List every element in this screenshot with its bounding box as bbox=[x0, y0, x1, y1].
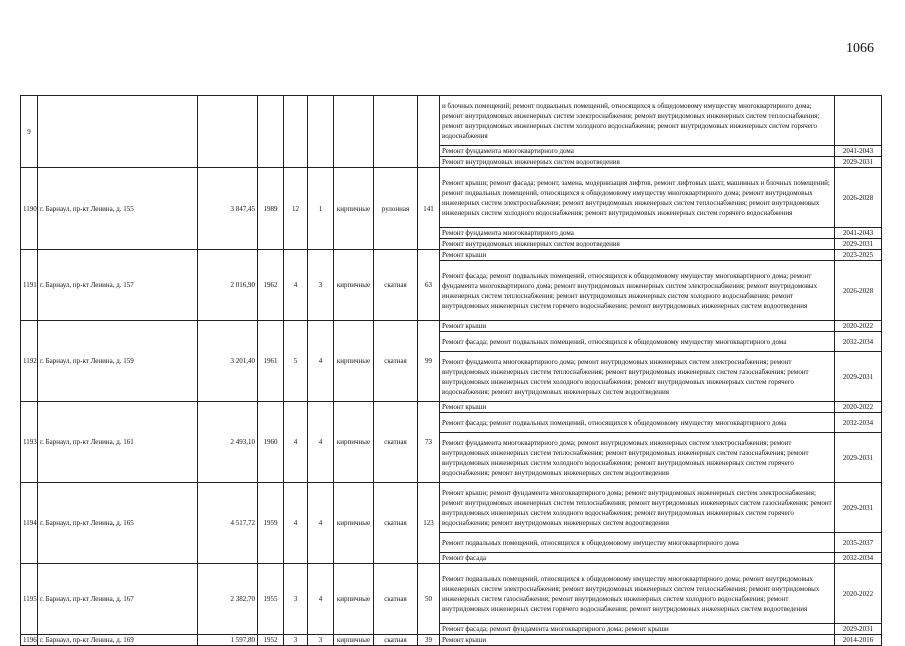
work-description-cell: Ремонт фасада; ремонт подвальных помещений, относящихся к общедомовому имуществу многоквартирного дома bbox=[440, 413, 835, 433]
row-number: 1195 bbox=[21, 564, 38, 635]
area-cell: 3 847,45 bbox=[198, 168, 258, 250]
work-description-cell: Ремонт фасада; ремонт фундамента многоквартирного дома; ремонт крыши bbox=[440, 624, 835, 635]
area-cell: 3 201,40 bbox=[198, 321, 258, 402]
area-cell: 4 517,72 bbox=[198, 483, 258, 564]
period-cell: 2014-2016 bbox=[835, 635, 882, 646]
year-cell: 1962 bbox=[258, 250, 284, 321]
wall-material-cell: кирпичные bbox=[334, 564, 374, 635]
work-description-cell: Ремонт подвальных помещений, относящихся к общедомовому имуществу многоквартирного дома; ремонт внутридомовых инженерных систем электроснабжения; ремонт внутридомовых инженерных систем теплоснабжения; ремонт внутридомовых инженерных систем газоснабжения; ремонт внутридомовых инженерных систем холодного водоснабжения; ремонт внутридомовых инженерных систем горячего водоснабжения; ремонт внутридомовых инженерных систем водоотведения bbox=[440, 564, 835, 624]
work-description-cell: Ремонт внутридомовых инженерных систем водоотведения bbox=[440, 157, 835, 168]
floors-cell: 3 bbox=[284, 635, 308, 646]
wall-material-cell: кирпичные bbox=[334, 635, 374, 646]
work-description-cell: Ремонт крыши bbox=[440, 321, 835, 332]
wall-material-cell: кирпичные bbox=[334, 250, 374, 321]
apartments-cell bbox=[418, 96, 440, 168]
table-row bbox=[21, 168, 882, 228]
area-cell: 2 016,90 bbox=[198, 250, 258, 321]
floors-cell: 3 bbox=[284, 564, 308, 635]
row-number: 9 bbox=[21, 96, 38, 168]
period-cell: 2020-2022 bbox=[835, 402, 882, 413]
table-row bbox=[21, 250, 882, 261]
address-cell: г. Барнаул, пр-кт Ленина, д. 165 bbox=[38, 483, 198, 564]
wall-material-cell: кирпичные bbox=[334, 402, 374, 483]
period-cell: 2029-2031 bbox=[835, 624, 882, 635]
work-description-cell: Ремонт фасада; ремонт подвальных помещений, относящихся к общедомовому имуществу многоквартирного дома bbox=[440, 332, 835, 352]
year-cell: 1952 bbox=[258, 635, 284, 646]
address-cell: г. Барнаул, пр-кт Ленина, д. 155 bbox=[38, 168, 198, 250]
row-number: 1192 bbox=[21, 321, 38, 402]
period-cell bbox=[835, 96, 882, 146]
apartments-cell: 73 bbox=[418, 402, 440, 483]
entrances-cell: 3 bbox=[308, 635, 334, 646]
apartments-cell: 99 bbox=[418, 321, 440, 402]
period-cell: 2029-2031 bbox=[835, 483, 882, 533]
roof-type-cell bbox=[374, 96, 418, 168]
row-number: 1191 bbox=[21, 250, 38, 321]
entrances-cell: 1 bbox=[308, 168, 334, 250]
period-cell: 2032-2034 bbox=[835, 553, 882, 564]
year-cell: 1955 bbox=[258, 564, 284, 635]
page-number: 1066 bbox=[846, 41, 874, 56]
period-cell: 2035-2037 bbox=[835, 533, 882, 553]
work-description-cell: Ремонт фундамента многоквартирного дома; ремонт внутридомовых инженерных систем электроснабжения; ремонт внутридомовых инженерных систем теплоснабжения; ремонт внутридомовых инженерных систем газоснабжения; ремонт внутридомовых инженерных систем холодного водоснабжения; ремонт внутридомовых инженерных систем горячего водоснабжения; ремонт внутридомовых инженерных систем водоотведения bbox=[440, 352, 835, 402]
roof-type-cell: рулонная bbox=[374, 168, 418, 250]
year-cell: 1959 bbox=[258, 483, 284, 564]
table-row bbox=[21, 402, 882, 413]
work-description-cell: Ремонт крыши; ремонт фасада; ремонт, замена, модернизация лифтов, ремонт лифтовых шахт, машинных и блочных помещений; ремонт подвальных помещений, относящихся к общедомовому имуществу многоквартирного дома; ремонт внутридомовых инженерных систем электроснабжения; ремонт внутридомовых инженерных систем теплоснабжения; ремонт внутридомовых инженерных систем холодного водоснабжения; ремонт внутридомовых инженерных систем горячего водоснабжения bbox=[440, 168, 835, 228]
row-number: 1196 bbox=[21, 635, 38, 646]
period-cell: 2029-2031 bbox=[835, 157, 882, 168]
apartments-cell: 123 bbox=[418, 483, 440, 564]
capital-repair-table bbox=[20, 95, 882, 646]
row-number: 1194 bbox=[21, 483, 38, 564]
apartments-cell: 39 bbox=[418, 635, 440, 646]
roof-type-cell: скатная bbox=[374, 564, 418, 635]
address-cell: г. Барнаул, пр-кт Ленина, д. 157 bbox=[38, 250, 198, 321]
year-cell bbox=[258, 96, 284, 168]
year-cell: 1960 bbox=[258, 402, 284, 483]
period-cell: 2029-2031 bbox=[835, 352, 882, 402]
roof-type-cell: скатная bbox=[374, 250, 418, 321]
period-cell: 2026-2028 bbox=[835, 168, 882, 228]
apartments-cell: 63 bbox=[418, 250, 440, 321]
row-number: 1190 bbox=[21, 168, 38, 250]
work-description-cell: Ремонт крыши; ремонт фундамента многоквартирного дома; ремонт внутридомовых инженерных систем электроснабжения; ремонт внутридомовых инженерных систем теплоснабжения; ремонт внутридомовых инженерных систем газоснабжения; ремонт внутридомовых инженерных систем холодного водоснабжения; ремонт внутридомовых инженерных систем горячего водоснабжения; ремонт внутридомовых инженерных систем водоотведения bbox=[440, 483, 835, 533]
table-row bbox=[21, 483, 882, 533]
table-row bbox=[21, 635, 882, 646]
address-cell: г. Барнаул, пр-кт Ленина, д. 169 bbox=[38, 635, 198, 646]
entrances-cell bbox=[308, 96, 334, 168]
period-cell: 2041-2043 bbox=[835, 228, 882, 239]
floors-cell: 4 bbox=[284, 483, 308, 564]
wall-material-cell: кирпичные bbox=[334, 483, 374, 564]
address-cell: г. Барнаул, пр-кт Ленина, д. 167 bbox=[38, 564, 198, 635]
entrances-cell: 3 bbox=[308, 250, 334, 321]
table-row bbox=[21, 96, 882, 146]
area-cell: 2 382,70 bbox=[198, 564, 258, 635]
floors-cell bbox=[284, 96, 308, 168]
apartments-cell: 141 bbox=[418, 168, 440, 250]
floors-cell: 12 bbox=[284, 168, 308, 250]
period-cell: 2020-2022 bbox=[835, 564, 882, 624]
roof-type-cell: скатная bbox=[374, 483, 418, 564]
wall-material-cell: кирпичные bbox=[334, 168, 374, 250]
period-cell: 2041-2043 bbox=[835, 146, 882, 157]
wall-material-cell: кирпичные bbox=[334, 321, 374, 402]
apartments-cell: 50 bbox=[418, 564, 440, 635]
work-description-cell: Ремонт подвальных помещений, относящихся к общедомовому имуществу многоквартирного дома bbox=[440, 533, 835, 553]
period-cell: 2032-2034 bbox=[835, 413, 882, 433]
table-row bbox=[21, 564, 882, 624]
year-cell: 1961 bbox=[258, 321, 284, 402]
roof-type-cell: скатная bbox=[374, 402, 418, 483]
work-description-cell: Ремонт фундамента многоквартирного дома bbox=[440, 228, 835, 239]
area-cell: 2 493,10 bbox=[198, 402, 258, 483]
work-description-cell: Ремонт фасада bbox=[440, 553, 835, 564]
floors-cell: 4 bbox=[284, 250, 308, 321]
entrances-cell: 4 bbox=[308, 483, 334, 564]
address-cell: г. Барнаул, пр-кт Ленина, д. 161 bbox=[38, 402, 198, 483]
roof-type-cell: скатная bbox=[374, 321, 418, 402]
work-description-cell: Ремонт внутридомовых инженерных систем водоотведения bbox=[440, 239, 835, 250]
period-cell: 2032-2034 bbox=[835, 332, 882, 352]
table-row bbox=[21, 321, 882, 332]
year-cell: 1989 bbox=[258, 168, 284, 250]
work-description-cell: Ремонт фундамента многоквартирного дома; ремонт внутридомовых инженерных систем электроснабжения; ремонт внутридомовых инженерных систем теплоснабжения; ремонт внутридомовых инженерных систем газоснабжения; ремонт внутридомовых инженерных систем холодного водоснабжения; ремонт внутридомовых инженерных систем горячего водоснабжения; ремонт внутридомовых инженерных систем водоотведения bbox=[440, 433, 835, 483]
period-cell: 2020-2022 bbox=[835, 321, 882, 332]
period-cell: 2023-2025 bbox=[835, 250, 882, 261]
work-description-cell: Ремонт крыши bbox=[440, 250, 835, 261]
work-description-cell: Ремонт фундамента многоквартирного дома bbox=[440, 146, 835, 157]
period-cell: 2029-2031 bbox=[835, 239, 882, 250]
area-cell bbox=[198, 96, 258, 168]
floors-cell: 5 bbox=[284, 321, 308, 402]
address-cell: г. Барнаул, пр-кт Ленина, д. 159 bbox=[38, 321, 198, 402]
floors-cell: 4 bbox=[284, 402, 308, 483]
entrances-cell: 4 bbox=[308, 564, 334, 635]
work-description-cell: Ремонт крыши bbox=[440, 635, 835, 646]
wall-material-cell bbox=[334, 96, 374, 168]
work-description-cell: и блочных помещений; ремонт подвальных помещений, относящихся к общедомовому имуществу многоквартирного дома; ремонт внутридомовых инженерных систем электроснабжения; ремонт внутридомовых инженерных систем теплоснабжения; ремонт внутридомовых инженерных систем холодного водоснабжения; ремонт внутридомовых инженерных систем горячего водоснабжения bbox=[440, 96, 835, 146]
work-description-cell: Ремонт крыши bbox=[440, 402, 835, 413]
address-cell bbox=[38, 96, 198, 168]
entrances-cell: 4 bbox=[308, 402, 334, 483]
area-cell: 1 597,80 bbox=[198, 635, 258, 646]
period-cell: 2026-2028 bbox=[835, 261, 882, 321]
roof-type-cell: скатная bbox=[374, 635, 418, 646]
row-number: 1193 bbox=[21, 402, 38, 483]
period-cell: 2029-2031 bbox=[835, 433, 882, 483]
entrances-cell: 4 bbox=[308, 321, 334, 402]
work-description-cell: Ремонт фасада; ремонт подвальных помещений, относящихся к общедомовому имуществу многоквартирного дома; ремонт фундамента многоквартирного дома; ремонт внутридомовых инженерных систем электроснабжения; ремонт внутридомовых инженерных систем теплоснабжения; ремонт внутридомовых инженерных систем холодного водоснабжения; ремонт внутридомовых инженерных систем горячего водоснабжения; ремонт внутридомовых инженерных систем водоотведения bbox=[440, 261, 835, 321]
